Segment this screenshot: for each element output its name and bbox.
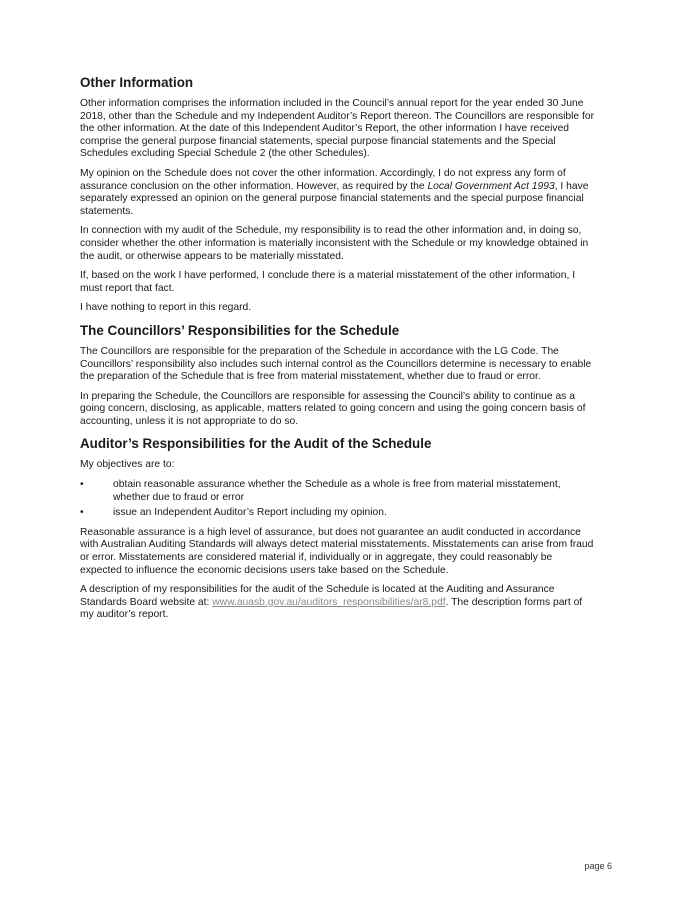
list-item-text: obtain reasonable assurance whether the Schedule as a whole is free from material misstatement, whether due to fraud or error — [113, 479, 561, 503]
page-number: page 6 — [584, 861, 612, 871]
other-information-paragraph-4: If, based on the work I have performed, I conclude there is a material misstatement of the other information, I must report that fact. — [80, 270, 576, 294]
auditor-responsibilities-section — [80, 435, 595, 622]
bullet-icon: • — [80, 507, 84, 519]
objectives-intro: My objectives are to: — [80, 459, 175, 471]
councillors-responsibilities-section — [80, 322, 595, 429]
objectives-list — [80, 479, 595, 520]
other-information-paragraph-2 — [80, 168, 595, 218]
councillors-responsibilities-paragraph-2: In preparing the Schedule, the Councillors are responsible for assessing the Council’s ability to continue as a going concern, disclosing, as applicable, matters related to going concern and using the going concern basis of accounting, unless it is not appropriate to do so. — [80, 390, 586, 427]
paragraph-text: My opinion on the Schedule does not cover the other information. Accordingly, I do not express any form of assurance conclusion on the other information. However, as required by the — [80, 167, 566, 192]
document-body — [80, 74, 595, 629]
paragraph-text: A description of my responsibilities for the audit of the Schedule is located at the Auditing and Assurance Standards Board website at: — [80, 584, 555, 608]
other-information-heading: Other Information — [80, 75, 194, 90]
auasb-website-link[interactable]: www.auasb.gov.au/auditors_responsibilities/ar8.pdf — [212, 596, 446, 608]
other-information-section — [80, 74, 595, 315]
list-item — [80, 507, 595, 520]
other-information-paragraph-5: I have nothing to report in this regard. — [80, 302, 252, 314]
paragraph-text: . The description forms part of my auditor’s report. — [80, 596, 583, 621]
auditor-responsibilities-heading: Auditor’s Responsibilities for the Audit of the Schedule — [80, 436, 432, 452]
other-information-paragraph-1: Other information comprises the information included in the Council’s annual report for the year ended 30 June 2018, other than the Schedule and my Independent Auditor’s Report thereon. The Councillors are responsible for the other information. At the date of this Independent Auditor’s Report, the other information I have received comprise the general purpose financial statements, special purpose financial statements and the Special Schedules excluding Special Schedule 2 (the other Schedules). — [80, 98, 595, 160]
other-information-paragraph-3: In connection with my audit of the Schedule, my responsibility is to read the other information and, in doing so, consider whether the other information is materially inconsistent with the Schedule or my knowledge obtained in the audit, or otherwise appears to be materially misstated. — [80, 225, 589, 262]
paragraph-text: , I have separately expressed an opinion on the general purpose financial statements and the special purpose financial statements. — [80, 180, 589, 217]
act-title: Local Government Act 1993 — [427, 180, 555, 192]
list-item-text: issue an Independent Auditor’s Report including my opinion. — [113, 507, 387, 519]
bullet-icon: • — [80, 479, 84, 491]
list-item — [80, 479, 595, 504]
councillors-responsibilities-paragraph-1: The Councillors are responsible for the preparation of the Schedule in accordance with the LG Code. The Councillors’ responsibility also includes such internal control as the Councillors determine is necessary to enable the preparation of the Schedule that is free from material misstatement, whether due to fraud or error. — [80, 345, 592, 383]
reasonable-assurance-paragraph: Reasonable assurance is a high level of assurance, but does not guarantee an audit conducted in accordance with Australian Auditing Standards will always detect material misstatements. Misstatements can arise from fraud or error. Misstatements are considered material if, individually or in aggregate, they could reasonably be expected to influence the economic decisions users take based on the Schedule. — [80, 526, 594, 576]
councillors-responsibilities-heading: The Councillors’ Responsibilities for the Schedule — [80, 322, 400, 338]
responsibilities-description-paragraph — [80, 584, 595, 622]
